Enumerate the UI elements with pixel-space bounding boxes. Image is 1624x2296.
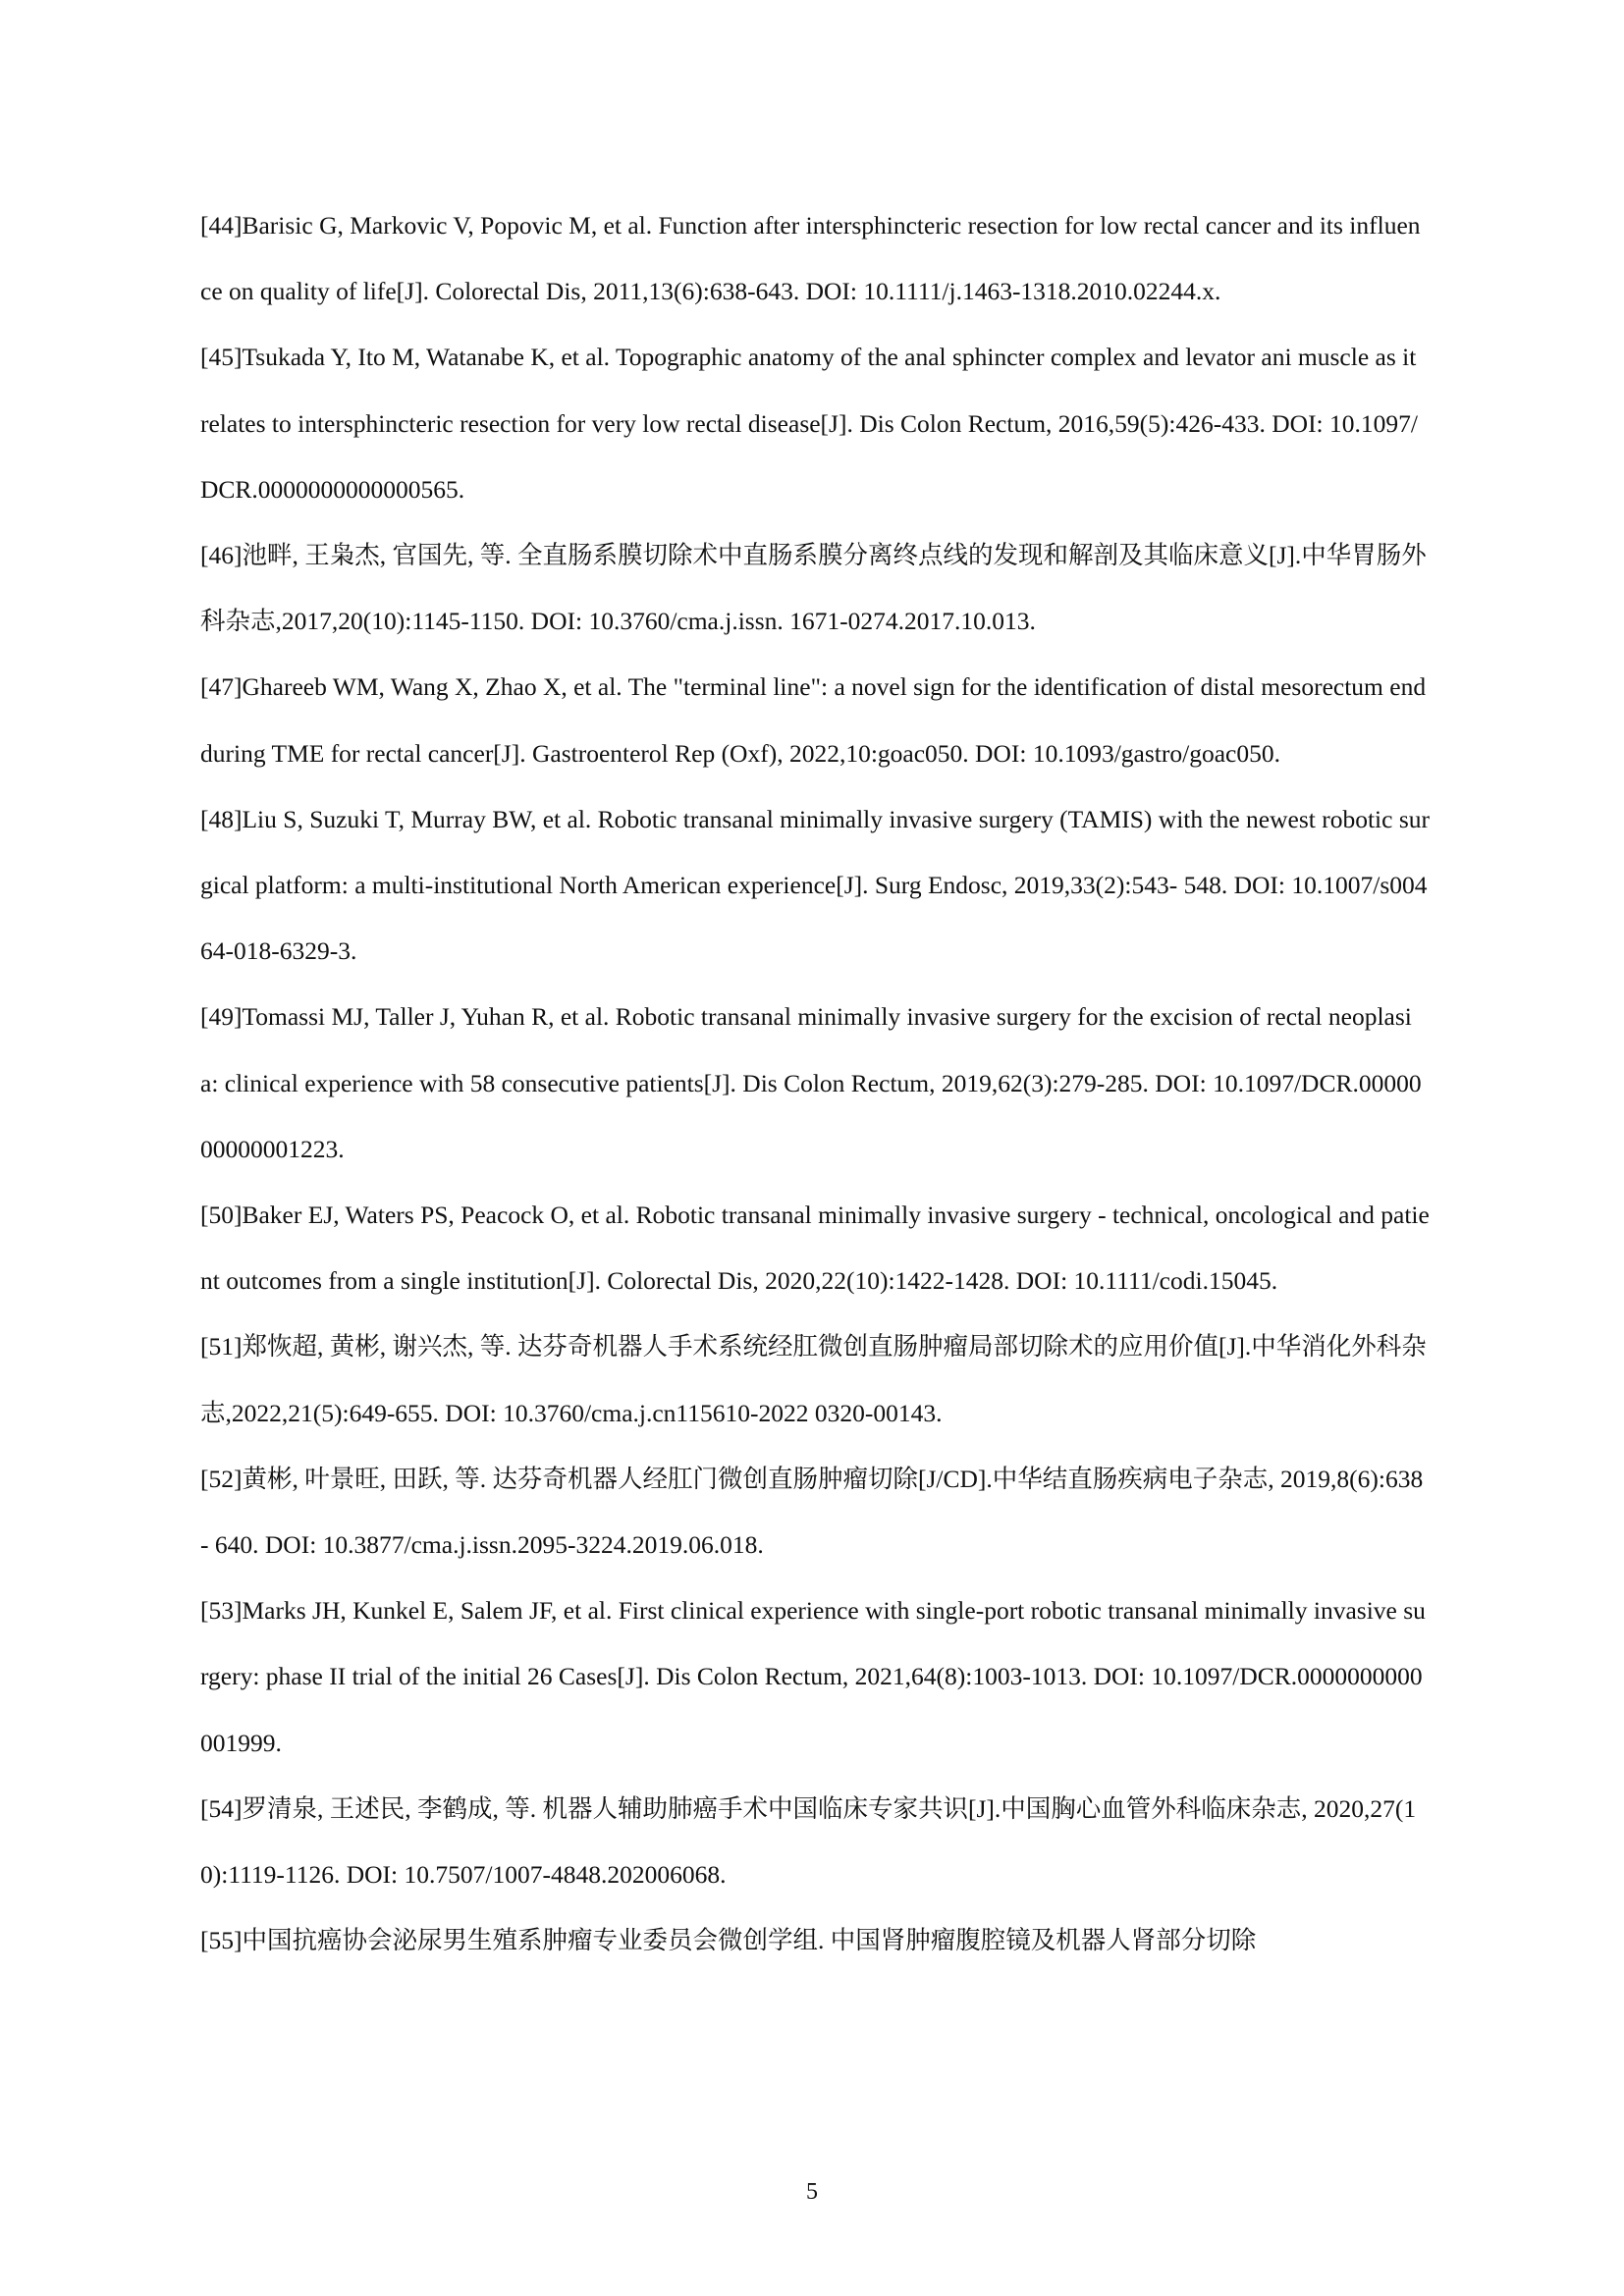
reference-entry-46: [46]池畔, 王枭杰, 官国先, 等. 全直肠系膜切除术中直肠系膜分离终点线的发现和解剖及其临床意义[J].中华胃肠外科杂志,2017,20(10):1145-1150. DOI: 10.3760/cma.j.issn. 1671-0274.2017.10.013.	[200, 541, 1427, 636]
reference-entry-51: [51]郑恢超, 黄彬, 谢兴杰, 等. 达芬奇机器人手术系统经肛微创直肠肿瘤局部切除术的应用价值[J].中华消化外科杂志,2022,21(5):649-655. DOI: 10.3760/cma.j.cn115610-2022 0320-00143.	[200, 1332, 1427, 1427]
page-number: 5	[806, 2179, 818, 2205]
reference-entry-48: [48]Liu S, Suzuki T, Murray BW, et al. Robotic transanal minimally invasive surgery (TAMIS) with the newest robotic surgical platform: a multi-institutional North American experience[J]. Surg Endosc, 2019,33(2):543- 548. DOI: 10.1007/s00464-018-6329-3.	[200, 804, 1430, 966]
reference-entry-44: [44]Barisic G, Markovic V, Popovic M, et al. Function after intersphincteric resection for low rectal cancer and its influence on quality of life[J]. Colorectal Dis, 2011,13(6):638-643. DOI: 10.1111/j.1463-1318.2010.02244.x.	[200, 211, 1421, 306]
reference-entry-50: [50]Baker EJ, Waters PS, Peacock O, et al. Robotic transanal minimally invasive surgery - technical, oncological and patient outcomes from a single institution[J]. Colorectal Dis, 2020,22(10):1422-1428. DOI: 10.1111/codi.15045.	[200, 1201, 1430, 1296]
reference-entry-47: [47]Ghareeb WM, Wang X, Zhao X, et al. The "terminal line": a novel sign for the identification of distal mesorectum end during TME for rectal cancer[J]. Gastroenterol Rep (Oxf), 2022,10:goac050. DOI: 10.1093/gastro/goac050.	[200, 672, 1427, 768]
reference-entry-49: [49]Tomassi MJ, Taller J, Yuhan R, et al. Robotic transanal minimally invasive surgery for the excision of rectal neoplasia: clinical experience with 58 consecutive patients[J]. Dis Colon Rectum, 2019,62(3):279-285. DOI: 10.1097/DCR.0000000000001223.	[200, 1002, 1422, 1163]
reference-entry-52: [52]黄彬, 叶景旺, 田跃, 等. 达芬奇机器人经肛门微创直肠肿瘤切除[J/CD].中华结直肠疾病电子杂志, 2019,8(6):638- 640. DOI: 10.3877/cma.j.issn.2095-3224.2019.06.018.	[200, 1464, 1424, 1560]
reference-entry-55: [55]中国抗癌协会泌尿男生殖系肿瘤专业委员会微创学组. 中国肾肿瘤腹腔镜及机器人肾部分切除	[200, 1926, 1257, 1955]
reference-entry-45: [45]Tsukada Y, Ito M, Watanabe K, et al. Topographic anatomy of the anal sphincter complex and levator ani muscle as it relates to intersphincteric resection for very low rectal disease[J]. Dis Colon Rectum, 2016,59(5):426-433. DOI: 10.1097/DCR.0000000000000565.	[200, 343, 1418, 504]
reference-entry-54: [54]罗清泉, 王述民, 李鹤成, 等. 机器人辅助肺癌手术中国临床专家共识[J].中国胸心血管外科临床杂志, 2020,27(10):1119-1126. DOI: 10.7507/1007-4848.202006068.	[200, 1793, 1417, 1890]
reference-list	[200, 192, 1430, 1973]
reference-entry-53: [53]Marks JH, Kunkel E, Salem JF, et al. First clinical experience with single-port robotic transanal minimally invasive surgery: phase II trial of the initial 26 Cases[J]. Dis Colon Rectum, 2021,64(8):1003-1013. DOI: 10.1097/DCR.0000000000001999.	[200, 1596, 1426, 1757]
